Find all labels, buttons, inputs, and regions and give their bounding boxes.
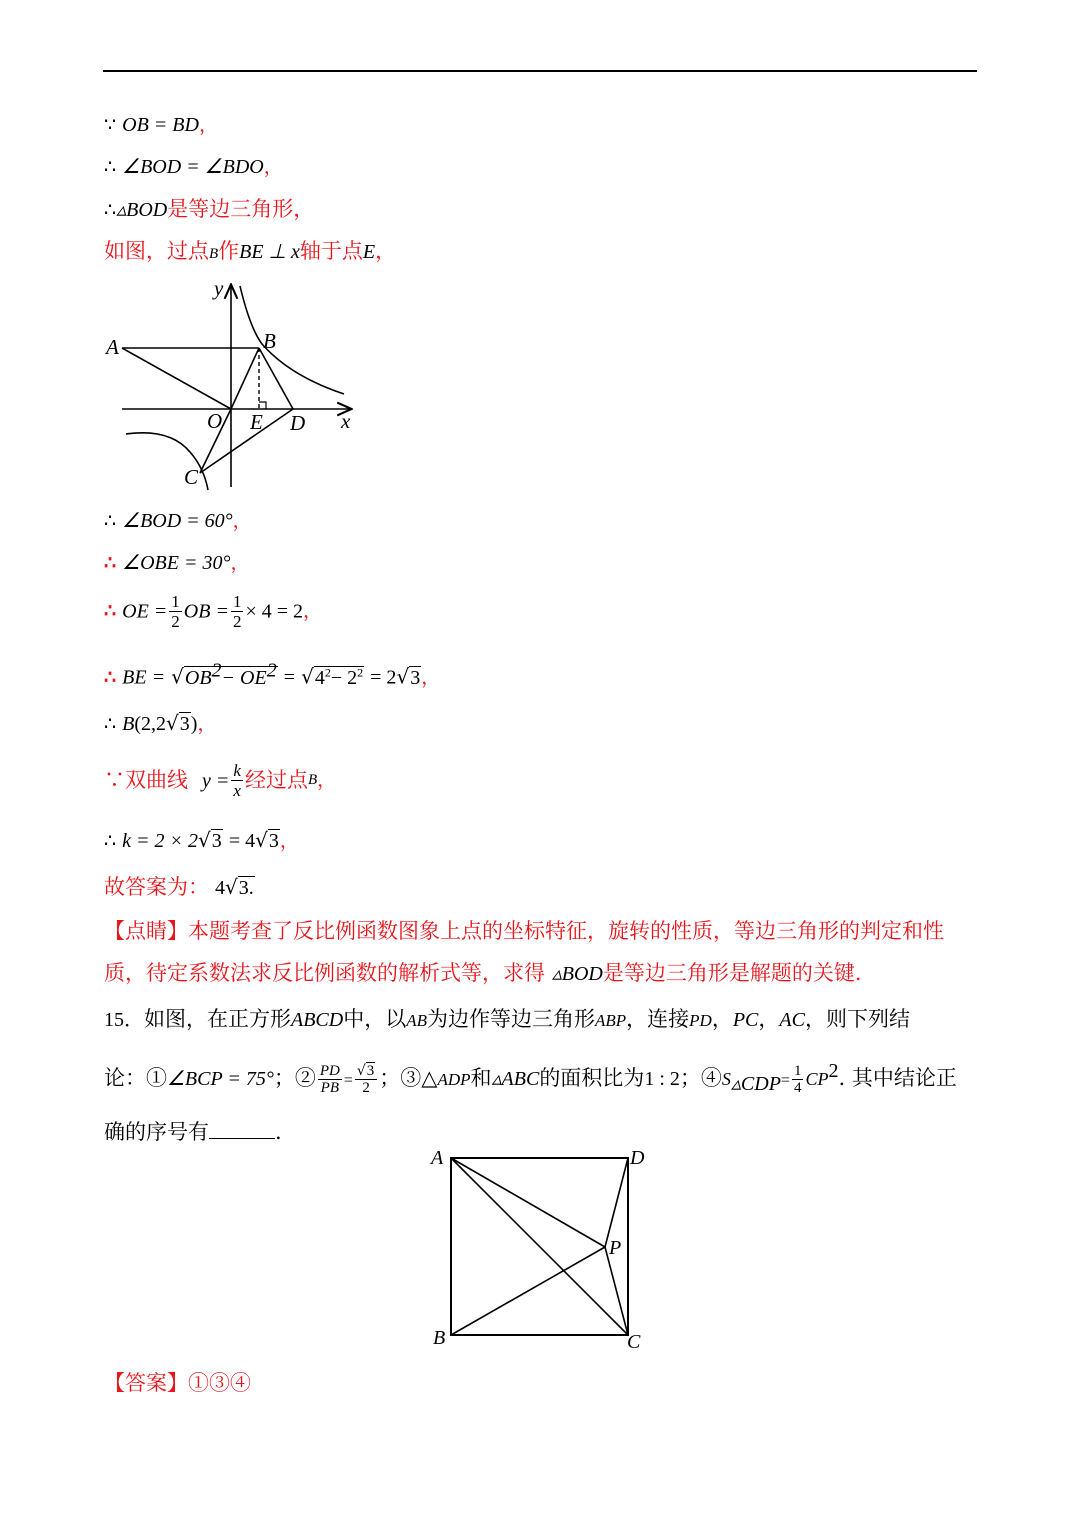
- equals: =: [283, 666, 296, 689]
- punct: ，: [198, 114, 218, 136]
- because-symbol: ∵: [104, 114, 117, 136]
- text: 为边作等边三角形: [427, 1007, 595, 1031]
- final-answer-line: [104, 877, 255, 898]
- text: 确的序号有: [104, 1120, 209, 1145]
- coord: (2,2: [134, 713, 167, 735]
- problem-number: 15．: [104, 1009, 144, 1031]
- expr: k = 2 × 2: [122, 830, 199, 852]
- label-a: A: [106, 335, 119, 359]
- denominator: 4: [793, 1080, 802, 1096]
- step-k-value: [104, 830, 299, 851]
- label-c: C: [184, 465, 199, 489]
- expr: × 4 = 2: [245, 600, 304, 623]
- math: ABP: [595, 1011, 627, 1030]
- punct: ，: [303, 600, 323, 622]
- fraction-sqrt3-over-2: [355, 1063, 377, 1096]
- math: PD: [689, 1011, 712, 1030]
- label-b: B: [263, 329, 276, 353]
- segment-pd: [605, 1158, 628, 1247]
- numerator: √3: [355, 1063, 377, 1080]
- text: 质，待定系数法求反比例函数的解析式等，求得: [104, 961, 545, 985]
- text: ，: [711, 1007, 733, 1031]
- point-b: B: [307, 772, 318, 788]
- sqrt-symbol: √: [255, 828, 268, 852]
- denominator: x: [233, 781, 241, 800]
- step-be: [104, 660, 440, 688]
- expr: ∠OBE = 30°: [122, 552, 231, 574]
- expr: ∠BOD = 60°: [122, 510, 233, 532]
- segment-ob: [231, 348, 259, 409]
- punct: ，: [279, 830, 299, 852]
- radicand: $4^2- 2^2$: [314, 665, 364, 689]
- problem-line-2: 论：①∠BCP = 75°；② $\frac{PD}{PB}$ = $\frac{√3}{2}$ ；③△ADP和▵ABC的面积比为1 : 2；$④S_{▵CDP}=$ $\frac{1}{4}$ $CP^2$. 其中结论正: [104, 1060, 957, 1096]
- text: 是等边三角形是解题的关键.: [602, 961, 862, 985]
- term: = 2: [370, 666, 397, 689]
- numerator: k: [233, 761, 241, 780]
- radicand: $OB^2- OE^2$: [184, 659, 277, 689]
- expr: OB = BD: [122, 114, 199, 136]
- equals: =: [780, 1072, 790, 1089]
- punct: ，: [375, 239, 397, 263]
- radicand: 3: [179, 713, 190, 735]
- step-angle-obe-30: [104, 553, 249, 573]
- fraction-quarter: [792, 1063, 804, 1096]
- text: 本题考查了反比例函数图象上点的坐标特征，旋转的性质，等边三角形的判定和性: [188, 919, 944, 943]
- triangle-bod: ▵BOD: [116, 199, 168, 221]
- text: ∵双曲线: [104, 768, 188, 792]
- step-oe: [104, 592, 322, 631]
- sqrt-symbol: √: [301, 664, 314, 689]
- segment-ap: [451, 1158, 605, 1247]
- label-x: x: [341, 409, 351, 433]
- numerator: 1: [232, 592, 242, 611]
- fraction-half: [231, 592, 244, 631]
- math: ABCD: [291, 1009, 344, 1031]
- math: PC: [732, 1009, 759, 1031]
- text: 论：①: [104, 1066, 167, 1090]
- sqrt-symbol: √: [166, 711, 179, 735]
- text: 轴于点: [299, 239, 363, 263]
- numerator: 1: [171, 592, 180, 611]
- numerator: 1: [793, 1063, 802, 1079]
- text: 作: [218, 239, 240, 263]
- subscript: ▵CDP: [730, 1073, 781, 1096]
- therefore-symbol: ∴: [104, 199, 117, 221]
- expr: ∠BOD = ∠BDO: [122, 156, 264, 178]
- point-e: E: [362, 241, 376, 263]
- punct: ，: [230, 552, 250, 574]
- label-e: E: [250, 410, 263, 434]
- text: .: [275, 1120, 282, 1145]
- math: CP: [805, 1069, 829, 1089]
- math: ∠BCP = 75°: [167, 1068, 274, 1090]
- punct: ，: [263, 156, 283, 178]
- label-d: D: [290, 411, 306, 435]
- expr: BE =: [122, 666, 166, 689]
- header-rule: [103, 70, 977, 72]
- segment-pc: [605, 1247, 628, 1335]
- answer-value: ①③④: [188, 1371, 251, 1395]
- fraction-pd-pb: [318, 1063, 342, 1096]
- math: 1 : 2: [644, 1068, 680, 1090]
- segment-bp: [451, 1247, 605, 1335]
- coefficient: 4: [215, 877, 226, 899]
- text: ；④: [679, 1066, 722, 1090]
- square-figure: [425, 1142, 655, 1352]
- step-equilateral: [104, 199, 314, 220]
- label-b: B: [433, 1327, 446, 1349]
- answer-blank: [209, 1118, 275, 1139]
- label-d: D: [630, 1147, 645, 1169]
- radicand: 3.: [238, 877, 254, 899]
- label-c: C: [627, 1331, 641, 1352]
- math: AB: [406, 1011, 427, 1030]
- step-ob-bd: [104, 115, 218, 135]
- term: − 2: [330, 666, 358, 689]
- radicand: 3: [268, 830, 279, 852]
- comment-line-2: [104, 952, 978, 995]
- therefore-symbol: ∴: [104, 156, 117, 178]
- point-b: B: [209, 246, 219, 262]
- math: ADP: [437, 1070, 471, 1089]
- answer-tag: 【答案】: [104, 1371, 188, 1395]
- sqrt-symbol: √: [225, 875, 238, 899]
- text: 故答案为：: [104, 875, 209, 899]
- hyperbola-branch-1: [240, 286, 344, 394]
- text: 是等边三角形，: [167, 197, 315, 221]
- punct: ，: [232, 510, 252, 532]
- comment-tag: 【点睛】: [104, 919, 188, 943]
- text: 经过点: [244, 768, 308, 792]
- sqrt-symbol: √: [198, 828, 211, 852]
- step-draw-be: [104, 241, 396, 262]
- hyperbola-figure: [100, 278, 362, 493]
- point-b: B: [122, 713, 135, 735]
- therefore-symbol: ∴: [104, 666, 117, 689]
- paren: ): [190, 713, 198, 735]
- punct: ，: [197, 713, 217, 735]
- term: 4: [314, 666, 325, 689]
- text: ；②: [273, 1066, 316, 1090]
- text: 如图，过点: [104, 239, 209, 263]
- label-y: y: [214, 278, 224, 300]
- step-angle-bod-60: [104, 511, 252, 531]
- therefore-symbol: ∴: [104, 830, 117, 852]
- triangle-bod: ▵BOD: [551, 963, 603, 985]
- therefore-symbol: ∴: [104, 600, 117, 622]
- punct: ，: [317, 769, 337, 791]
- denominator: PB: [320, 1080, 339, 1096]
- therefore-symbol: ∴: [104, 510, 117, 532]
- expr: BE ⊥ x: [239, 241, 300, 263]
- text: 如图，在正方形: [144, 1007, 291, 1031]
- segment-ac: [451, 1158, 628, 1335]
- radicand: 3: [410, 666, 421, 689]
- term: − OE: [221, 666, 267, 689]
- step-angles-equal: [104, 157, 283, 177]
- right-angle-mark: [259, 402, 266, 409]
- text: . 其中结论正: [838, 1066, 957, 1090]
- math: AC: [779, 1009, 805, 1031]
- denominator: 2: [232, 612, 242, 631]
- expr: y =: [202, 769, 230, 792]
- numerator: PD: [319, 1063, 340, 1079]
- answer-line: [104, 1373, 251, 1394]
- denominator: 2: [171, 612, 180, 631]
- step-hyperbola: [104, 761, 336, 800]
- sqrt-symbol: √: [396, 664, 410, 689]
- comment-line-1: [104, 910, 978, 952]
- segment-ao: [122, 348, 231, 409]
- text: ；③△: [379, 1066, 438, 1090]
- expr: = 4: [228, 830, 256, 852]
- text: ，则下列结: [804, 1007, 910, 1031]
- sqrt-symbol: √: [171, 664, 184, 689]
- text: 中，以: [343, 1007, 407, 1031]
- key-point-comment: [104, 910, 978, 995]
- expr: OB =: [183, 600, 229, 623]
- punct: ，: [421, 666, 441, 689]
- term: OB: [184, 666, 212, 689]
- label-o: O: [207, 409, 223, 433]
- problem-15: [104, 995, 978, 1156]
- math: ▵ABC: [491, 1068, 540, 1090]
- radicand: 3: [366, 1063, 375, 1079]
- expr: OE =: [122, 600, 168, 623]
- fraction-k-over-x: [231, 761, 243, 800]
- step-point-b: [104, 713, 216, 734]
- therefore-symbol: ∴: [104, 552, 117, 574]
- therefore-symbol: ∴: [104, 713, 117, 735]
- label-a: A: [431, 1147, 444, 1169]
- math: S: [721, 1069, 731, 1089]
- text: 和: [470, 1066, 492, 1090]
- problem-line-1: [104, 995, 978, 1045]
- label-p: P: [609, 1237, 622, 1259]
- text: ，连接: [626, 1007, 690, 1031]
- denominator: 2: [362, 1080, 370, 1096]
- text: ，: [758, 1007, 780, 1031]
- text: 的面积比为: [539, 1066, 645, 1090]
- radicand: 3: [211, 830, 222, 852]
- fraction-half: [169, 592, 182, 631]
